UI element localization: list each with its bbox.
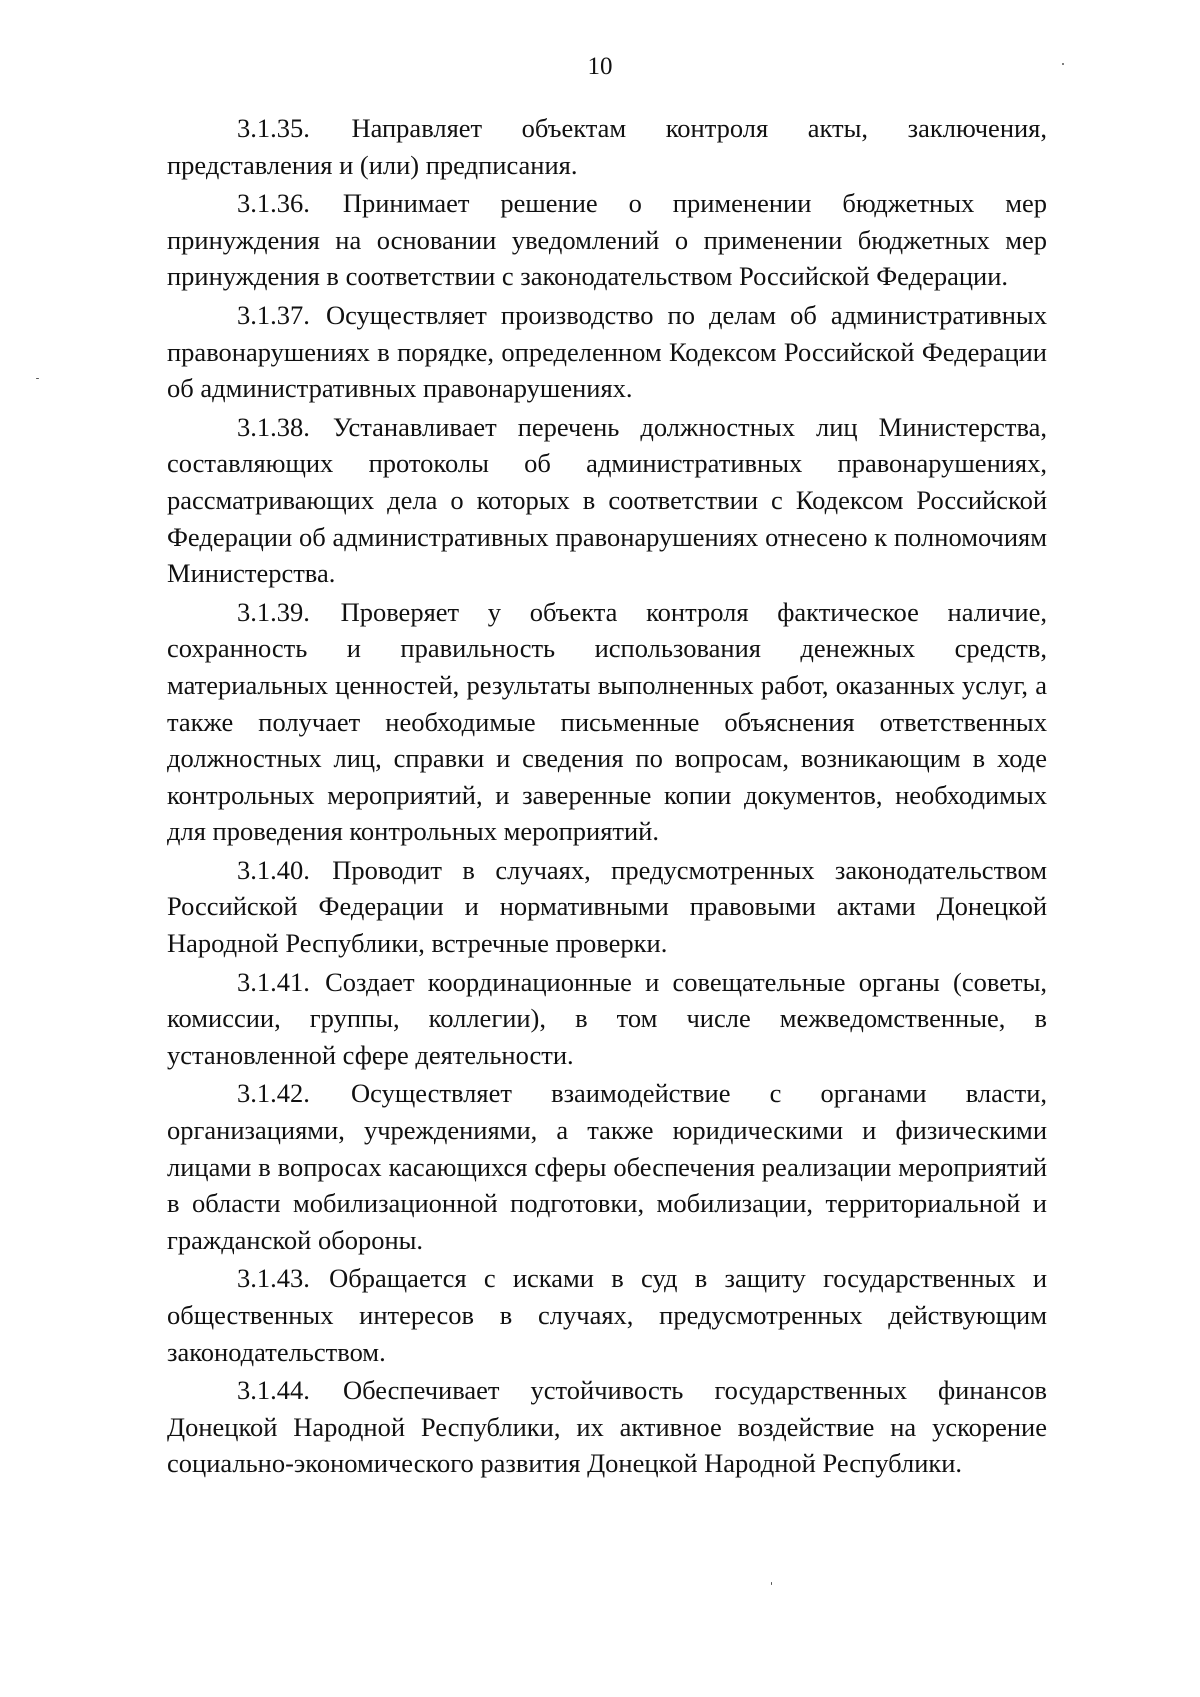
scan-speck <box>36 378 39 379</box>
paragraph-number: 3.1.35. <box>237 113 310 143</box>
paragraph-text: Проверяет у объекта контроля фактическое наличие, сохранность и правильность использования денежных средств, материальных ценностей, результаты выполненных работ, оказанных услуг, а также получает необходимые письменные объяснения ответственных должностных лиц, справки и сведения по вопросам, возникающим в ходе контрольных мероприятий, и заверенные копии документов, необходимых для проведения контрольных мероприятий. <box>167 596 1047 847</box>
paragraph-number: 3.1.40. <box>237 854 310 885</box>
paragraph-number: 3.1.41. <box>237 966 310 997</box>
scan-speck <box>771 1582 772 1585</box>
paragraph-number: 3.1.38. <box>237 411 310 442</box>
paragraph-text: Осуществляет взаимодействие с органами власти, организациями, учреждениями, а также юридическими и физическими лицами в вопросах касающихся сферы обеспечения реализации мероприятий в области мобилизационной подготовки, мобилизации, территориальной и гражданской обороны. <box>167 1078 1047 1255</box>
paragraph-3-1-42 <box>167 1075 1047 1258</box>
scan-speck <box>1062 63 1064 65</box>
page-number: 10 <box>587 53 613 80</box>
paragraph-text: Осуществляет производство по делам об административных правонарушениях в порядке, определенном Кодексом Российской Федерации об административных правонарушениях. <box>167 299 1047 404</box>
paragraph-3-1-43 <box>167 1260 1047 1370</box>
paragraph-3-1-39 <box>167 594 1047 850</box>
paragraph-3-1-41 <box>167 964 1047 1074</box>
document-body <box>167 110 1047 1484</box>
paragraph-3-1-44 <box>167 1372 1047 1482</box>
paragraph-number: 3.1.44. <box>237 1375 310 1406</box>
paragraph-text: Обращается с исками в суд в защиту государственных и общественных интересов в случаях, предусмотренных действующим законодательством. <box>167 1263 1048 1367</box>
paragraph-3-1-35 <box>167 110 1047 183</box>
paragraph-number: 3.1.43. <box>237 1263 310 1294</box>
paragraph-text: Направляет объектам контроля акты, заключения, представления и (или) предписания. <box>167 113 1048 180</box>
paragraph-3-1-40 <box>167 852 1047 962</box>
paragraph-3-1-38 <box>167 409 1047 592</box>
paragraph-number: 3.1.36. <box>237 188 310 219</box>
paragraph-3-1-36 <box>167 185 1047 295</box>
paragraph-text: Проводит в случаях, предусмотренных законодательством Российской Федерации и нормативными правовыми актами Донецкой Народной Республики, встречные проверки. <box>167 854 1047 959</box>
paragraph-text: Принимает решение о применении бюджетных мер принуждения на основании уведомлений о применении бюджетных мер принуждения в соответствии с законодательством Российской Федерации. <box>167 188 1047 292</box>
paragraph-number: 3.1.37. <box>237 299 310 330</box>
paragraph-text: Обеспечивает устойчивость государственных финансов Донецкой Народной Республики, их активное воздействие на ускорение социально-экономического развития Донецкой Народной Республики. <box>167 1375 1048 1479</box>
paragraph-number: 3.1.39. <box>237 596 310 627</box>
paragraph-3-1-37 <box>167 297 1047 407</box>
paragraph-text: Создает координационные и совещательные органы (советы, комиссии, группы, коллегии), в том числе межведомственные, в установленной сфере деятельности. <box>167 966 1047 1070</box>
paragraph-text: Устанавливает перечень должностных лиц Министерства, составляющих протоколы об административных правонарушениях, рассматривающих дела о которых в соответствии с Кодексом Российской Федерации об административных правонарушениях отнесено к полномочиям Министерства. <box>167 411 1047 589</box>
paragraph-number: 3.1.42. <box>237 1078 310 1109</box>
